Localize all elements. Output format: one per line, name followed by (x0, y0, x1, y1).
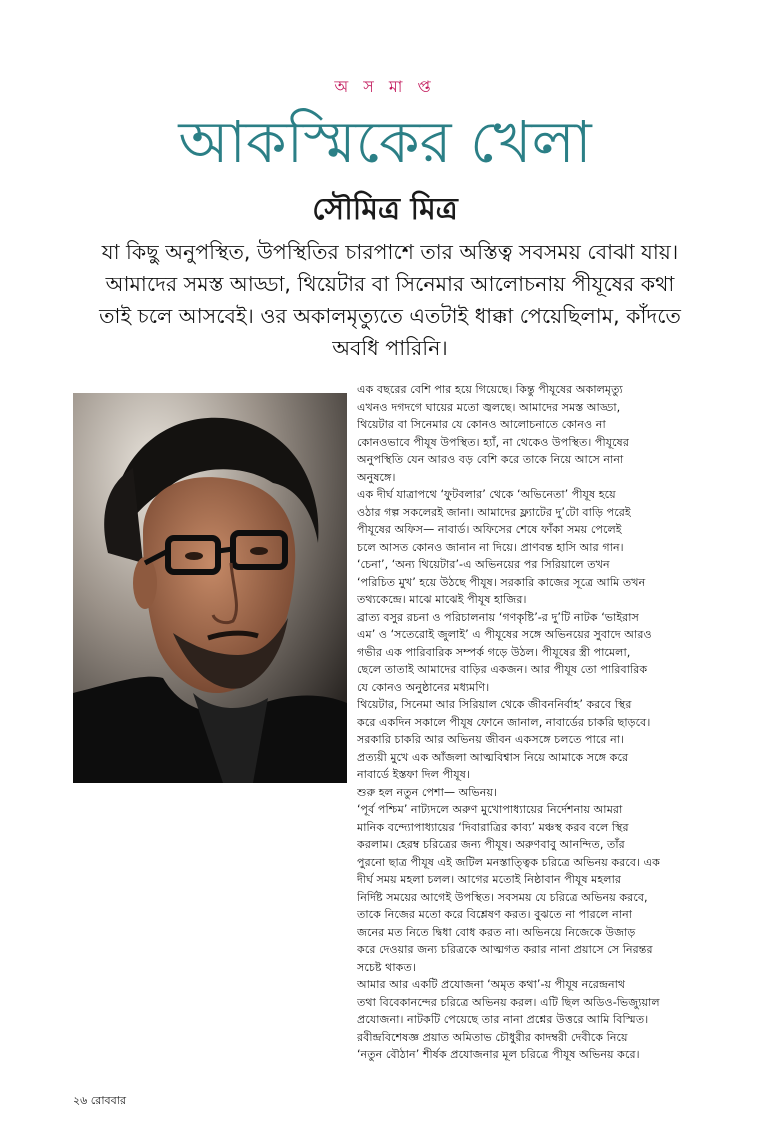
body-line: ‘পরিচিত মুখ’ হয়ে উঠছে পীযূষ। সরকারি কাজের সূত্রে আমি তখন (357, 575, 646, 589)
body-line: নাবার্ডে ইস্তফা দিল পীযূষ। (357, 768, 470, 781)
page-folio: ২৬ রোববার (73, 1094, 126, 1107)
article-title: আকস্মিকের খেলা (178, 108, 592, 176)
body-line: শুরু হল নতুন পেশা— অভিনয়। (357, 785, 498, 799)
article-body (357, 381, 750, 1064)
body-line: মানিক বন্দ্যোপাধ্যায়ের ‘দিবারাত্রির কাব্য’ মঞ্চস্থ করব বলে স্থির (357, 820, 629, 834)
body-line: চলে আসত কোনও জানান না দিয়ে। প্রাণবন্ত হাসি আর গান। (357, 540, 624, 554)
body-line: তথা বিবেকানন্দের চরিত্রে অভিনয় করল। এটি ছিল অডিও-ভিজ্যুয়াল (357, 995, 660, 1009)
body-line: সরকারি চাকরি আর অভিনয় জীবন একসঙ্গে চলতে পারে না। (357, 733, 625, 746)
body-line: কোনওভাবে পীযূষ উপস্থিত। হ্যাঁ, না থেকেও উপস্থিত। পীযূষের (357, 435, 629, 449)
body-line: দীর্ঘ সময় মহলা চলল। আগের মতোই নিষ্ঠাবান পীযূষ মহলার (357, 873, 621, 886)
body-line: ছেলে তাতাই আমাদের বাড়ির একজন। আর পীযূষ তো পারিবারিক (357, 663, 648, 676)
body-line: নির্দিষ্ট সময়ের আগেই উপস্থিত। সবসময় যে চরিত্রে অভিনয় করবে, (357, 890, 648, 904)
body-line: সচেষ্ট থাকত। (357, 960, 416, 974)
body-line: ‘চেনা’, ‘অন্য থিয়েটার’-এ অভিনয়ের পর সিরিয়ালে তখন (357, 558, 610, 571)
intro-line: আমাদের সমস্ত আড্ডা, থিয়েটার বা সিনেমার আলোচনায় পীযূষের কথা (105, 272, 675, 296)
kicker: অ স মা প্ত (334, 77, 436, 96)
intro-line: তাই চলে আসবেই। ওর অকালমৃত্যুতে এতটাই ধাক্কা পেয়েছিলাম, কাঁদতে (99, 304, 681, 328)
body-line: ‘পূর্ব পশ্চিম’ নাট্যদলে অরুণ মুখোপাধ্যায়ের নির্দেশনায় আমরা (357, 803, 623, 816)
body-line: এখনও দগদগে ঘায়ের মতো জ্বলছে। আমাদের সমস্ত আড্ডা, (357, 400, 621, 414)
body-line: ওঠার গল্প সকলেরই জানা। আমাদের ফ্ল্যাটের দু’টো বাড়ি পরেই (357, 505, 631, 519)
body-line: প্রত্যয়ী মুখে এক আঁজলা আত্মবিশ্বাস নিয়ে আমাকে সঙ্গে করে (357, 750, 629, 764)
body-line: প্রযোজনা। নাটকটি পেয়েছে তার নানা প্রশ্নের উত্তরে আমি বিস্মিত। (357, 1013, 649, 1026)
intro-paragraph (70, 236, 710, 364)
body-line: করলাম। হেরম্ব চরিত্রের জন্য পীযূষ। অরুণবাবু আনন্দিত, তাঁর (357, 838, 625, 851)
body-line: ‘নতুন বৌঠান’ শীর্ষক প্রযোজনার মূল চরিত্রে পীযূষ অভিনয় করে। (357, 1048, 640, 1061)
body-line: পীযূষের অফিস— নাবার্ড। অফিসের শেষে ফাঁকা সময় পেলেই (357, 523, 622, 536)
body-line: এক বছরের বেশি পার হয়ে গিয়েছে। কিন্তু পীযূষের অকালমৃত্যু (357, 383, 623, 396)
body-line: থিয়েটার, সিনেমা আর সিরিয়াল থেকে জীবননির্বাহ’ করবে স্থির (357, 698, 632, 711)
body-line: জনের মত নিতে দ্বিধা বোধ করত না। অভিনয়ে নিজেকে উজাড় (357, 925, 636, 939)
body-line: করে দেওয়ার জন্য চরিত্রকে আত্মগত করার নানা প্রয়াসে সে নিরন্তর (357, 943, 653, 956)
body-line: রবীন্দ্রবিশেষজ্ঞ প্রয়াত অমিতাভ চৌধুরীর কাদম্বরী দেবীকে নিয়ে (357, 1030, 628, 1044)
body-line: যে কোনও অনুষ্ঠানের মধ্যমণি। (357, 680, 490, 694)
portrait-photo-icon (73, 393, 347, 783)
body-line: অনুপস্থিতি যেন আরও বড় বেশি করে তাকে নিয়ে আসে নানা (357, 453, 624, 466)
intro-line: যা কিছু অনুপস্থিত, উপস্থিতির চারপাশে তার অস্তিত্ব সবসময় বোঝা যায়। (101, 240, 679, 264)
body-line: তথ্যকেন্দ্রে। মাঝে মাঝেই পীযূষ হাজির। (357, 593, 527, 606)
body-line: করে একদিন সকালে পীযূষ ফোনে জানাল, নাবার্ডের চাকরি ছাড়বে। (357, 715, 651, 729)
body-line: আমার আর একটি প্রযোজনা ‘অমৃত কথা’-য় পীযূষ নরেন্দ্রনাথ (357, 978, 626, 991)
body-line: অনুষঙ্গে। (357, 470, 396, 484)
author-byline: সৌমিত্র মিত্র (312, 192, 458, 227)
intro-line: অবধি পারিনি। (332, 336, 448, 360)
body-line: তাকে নিজের মতো করে বিশ্লেষণ করত। বুঝতে না পারলে নানা (357, 908, 633, 921)
body-line: ব্রাত্য বসুর রচনা ও পরিচালনায় ‘গণকৃষ্টি’-র দু’টি নাটক ‘ভাইরাস (357, 610, 639, 624)
body-line: থিয়েটার বা সিনেমার যে কোনও আলোচনাতে কোনও না (357, 418, 606, 431)
body-line: পুরনো ছাত্র পীযূষ এই জটিল মনস্তাত্ত্বিক চরিত্রে অভিনয় করবে। এক (357, 855, 660, 869)
body-line: এম’ ও ‘সতেরোই জুলাই’ এ পীযূষের সঙ্গে অভিনয়ের সুবাদে আরও (357, 628, 652, 641)
body-line: গভীর এক পারিবারিক সম্পর্ক গড়ে উঠল। পীযূষের স্ত্রী পামেলা, (357, 645, 631, 659)
portrait-photo (73, 393, 347, 783)
body-line: এক দীর্ঘ যাত্রাপথে ‘ফুটবলার’ থেকে ‘অভিনেতা’ পীযূষ হয়ে (357, 488, 616, 501)
